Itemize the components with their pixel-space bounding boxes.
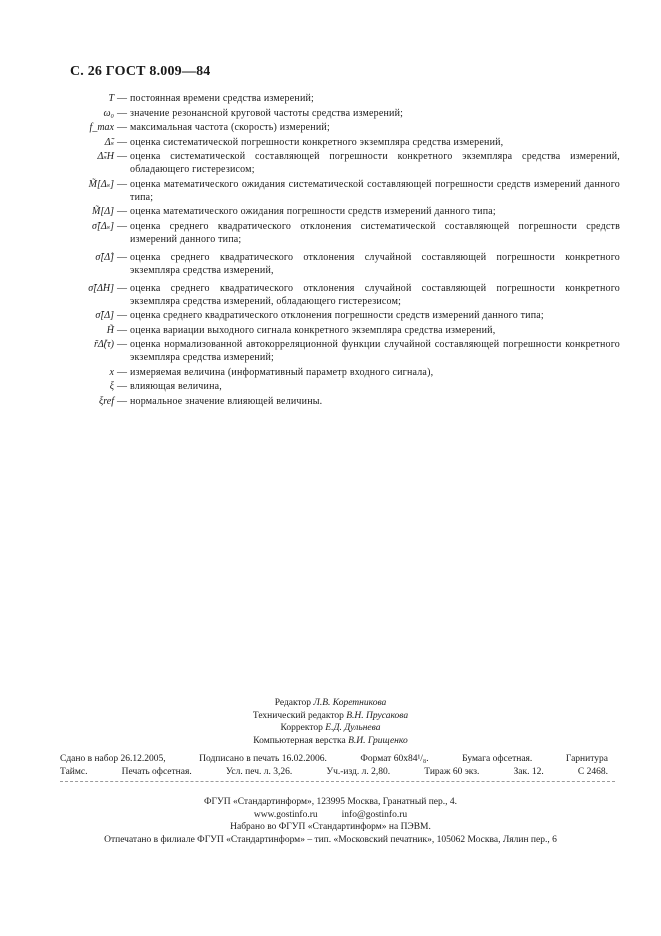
credit-line: Редактор Л.В. Коретникова xyxy=(274,698,387,708)
print-details xyxy=(60,753,608,779)
symbol: f_max xyxy=(89,122,114,133)
symbol: M̃[Δₛ] xyxy=(88,178,114,190)
symbol-definitions xyxy=(60,92,620,409)
definition-text: значение резонансной круговой частоты средства измерений; xyxy=(130,107,404,119)
symbol: H̃ xyxy=(106,324,114,336)
definition-text: измеряемая величина (информативный параметр входного сигнала), xyxy=(130,366,434,378)
definition-row: Δ̃ₛH — оценка систематической составляющей погрешности конкретного экземпляра средства измерений, обладающего гистерезисом; xyxy=(60,150,620,176)
symbol: x xyxy=(109,366,114,378)
definition-row: σ̃[Δₛ] — оценка среднего квадратического отклонения систематической составляющей погрешности средств измерений данного типа; xyxy=(60,220,620,246)
definition-text: оценка математического ожидания погрешности средств измерений данного типа; xyxy=(130,206,496,217)
definition-row: T — постоянная времени средства измерений; xyxy=(60,92,620,105)
symbol: ξref xyxy=(98,395,114,407)
website-link: www.gostinfo.ru xyxy=(253,809,318,820)
symbol: M̃[Δ] xyxy=(92,206,114,217)
definition-text: оценка среднего квадратического отклонения погрешности средств измерений данного типа; xyxy=(130,310,544,321)
definition-row: M̃[Δ] — оценка математического ожидания погрешности средств измерений данного типа; xyxy=(60,205,620,218)
email-link: info@gostinfo.ru xyxy=(341,809,408,820)
print-line: Таймс. Печать офсетная. Усл. печ. л. 3,26. Уч.-изд. л. 2,80. Тираж 60 экз. Зак. 12. С 2468. xyxy=(60,767,608,777)
divider xyxy=(60,781,615,782)
definition-row: Δ̃ₛ — оценка систематической погрешности конкретного экземпляра средства измерений, xyxy=(60,136,620,149)
definition-row: ξ — влияющая величина, xyxy=(60,380,620,393)
definition-row: M̃[Δₛ] — оценка математического ожидания систематической составляющей погрешности средств измерений данного типа; xyxy=(60,178,620,204)
definition-text: максимальная частота (скорость) измерений; xyxy=(130,122,330,133)
definition-row: ξref — нормальное значение влияющей величины. xyxy=(60,395,620,408)
definition-row: H̃ — оценка вариации выходного сигнала конкретного экземпляра средства измерений, xyxy=(60,324,620,337)
symbol: σ̃[Δₛ] xyxy=(92,220,114,232)
publisher-info: ФГУП «Стандартинформ», 123995 Москва, Гранатный пер., 4. www.gostinfo.ru info@gostinfo.ru Набрано во ФГУП «Стандартинформ» на ПЭВМ. Отпечатано в филиале ФГУП «Стандартинформ» – тип. «Московский печатник», 105062 Москва, Лялин пер., 6 xyxy=(104,797,557,845)
credit-line: Компьютерная верстка В.И. Грищенко xyxy=(253,735,408,746)
symbol: σ̃[Δ̊] xyxy=(95,251,114,263)
definition-text: оценка среднего квадратического отклонения случайной составляющей погрешности конкретного экземпляра средства измерений, обладающего гистерезисом; xyxy=(130,282,620,307)
definition-row: f_max — максимальная частота (скорость) измерений; xyxy=(60,121,620,134)
definition-text: оценка математического ожидания систематической составляющей погрешности средств измерений данного типа; xyxy=(130,178,620,203)
definition-text: влияющая величина, xyxy=(130,381,222,392)
symbol: σ̃[Δ] xyxy=(95,310,114,321)
symbol: ω₀ xyxy=(103,107,114,119)
definition-text: нормальное значение влияющей величины. xyxy=(130,395,323,407)
definition-row: ω₀ — значение резонансной круговой частоты средства измерений; xyxy=(60,107,620,120)
symbol: Δ̃ₛ xyxy=(104,136,114,148)
symbol: ξ xyxy=(109,381,114,392)
definition-text: оценка систематической погрешности конкретного экземпляра средства измерений, xyxy=(130,136,504,148)
definition-text: оценка систематической составляющей погрешности конкретного экземпляра средства измерений, обладающего гистерезисом; xyxy=(130,151,620,175)
page-header: С. 26 ГОСТ 8.009—84 xyxy=(70,64,211,79)
symbol: r̃Δ̊(τ) xyxy=(94,339,114,350)
definition-row: x — измеряемая величина (информативный параметр входного сигнала), xyxy=(60,366,620,379)
definition-row: σ̃[Δ] — оценка среднего квадратического отклонения погрешности средств измерений данного типа; xyxy=(60,309,620,322)
definition-text: постоянная времени средства измерений; xyxy=(130,93,315,104)
editorial-credits xyxy=(0,697,661,747)
symbol: Δ̃ₛH xyxy=(97,151,114,162)
credit-line: Корректор Е.Д. Дульнева xyxy=(280,723,381,733)
definition-text: оценка среднего квадратического отклонения случайной составляющей погрешности конкретного экземпляра средства измерений, xyxy=(130,251,620,276)
definition-row: σ̃[Δ̊H] — оценка среднего квадратического отклонения случайной составляющей погрешности конкретного экземпляра средства измерений, обладающего гистерезисом; xyxy=(60,282,620,308)
definition-text: оценка вариации выходного сигнала конкретного экземпляра средства измерений, xyxy=(130,324,496,336)
definition-text: оценка нормализованной автокорреляционной функции случайной составляющей погрешности конкретного экземпляра средства измерений; xyxy=(130,339,620,363)
symbol: T xyxy=(108,93,114,104)
print-line: Сдано в набор 26.12.2005, Подписано в печать 16.02.2006. Формат 60х84¹/₈. Бумага офсетная. Гарнитура xyxy=(60,754,608,764)
symbol: σ̃[Δ̊H] xyxy=(88,282,114,294)
definition-row: r̃Δ̊(τ) — оценка нормализованной автокорреляционной функции случайной составляющей погрешности конкретного экземпляра средства измерений; xyxy=(60,338,620,364)
definition-text: оценка среднего квадратического отклонения систематической составляющей погрешности средств измерений данного типа; xyxy=(130,220,620,245)
definition-row: σ̃[Δ̊] — оценка среднего квадратического отклонения случайной составляющей погрешности конкретного экземпляра средства измерений, xyxy=(60,251,620,277)
credit-line: Технический редактор В.Н. Прусакова xyxy=(252,710,409,721)
